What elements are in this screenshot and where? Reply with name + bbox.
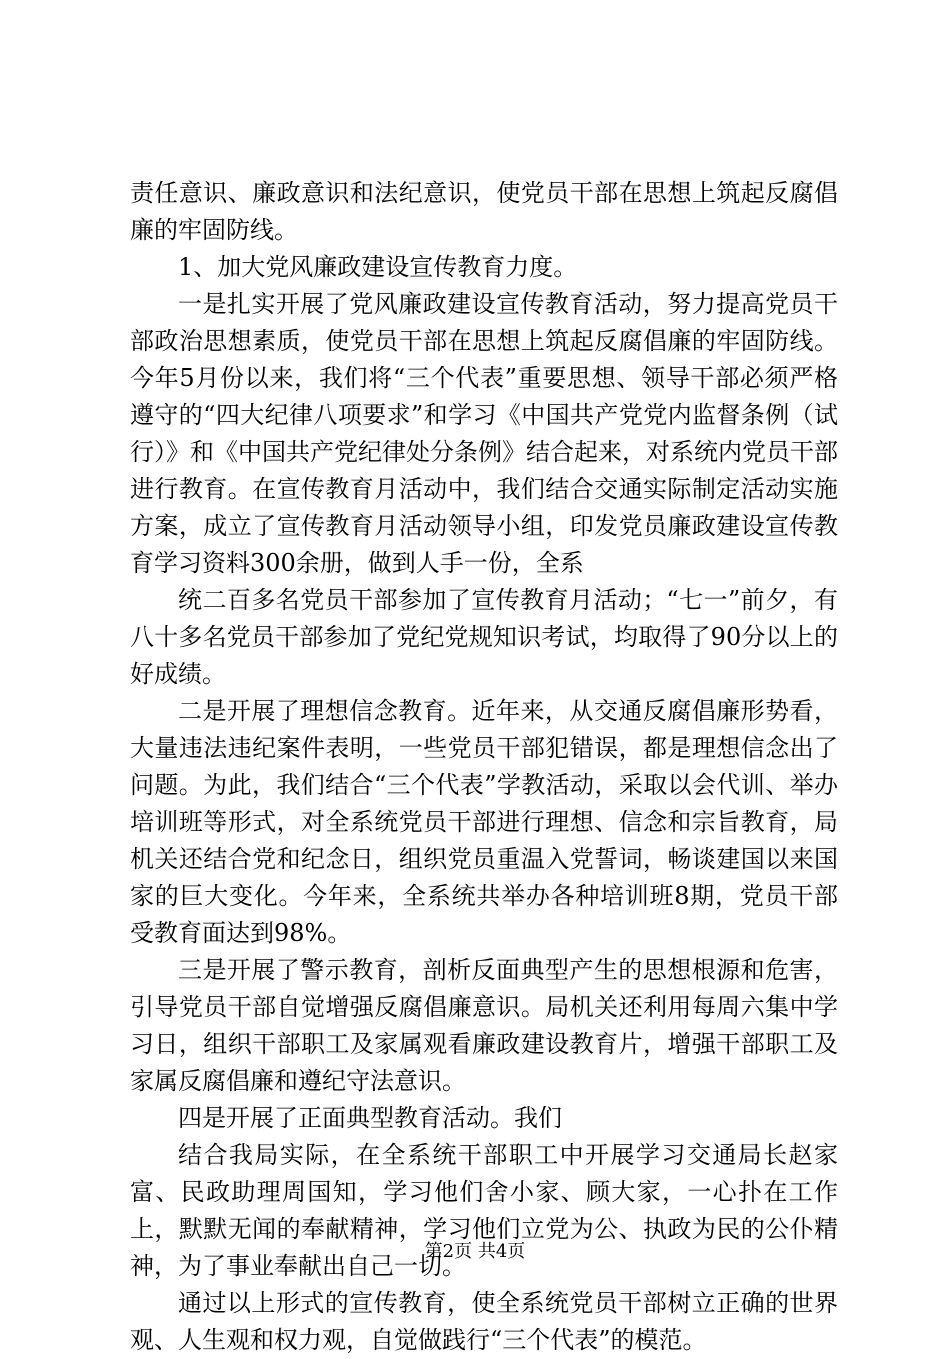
- paragraph-3: 二是开展了理想信念教育。近年来，从交通反腐倡廉形势看，大量违法违纪案件表明，一些党员干部犯错误，都是理想信念出了问题。为此，我们结合“三个代表”学教活动，采取以会代训、举办培训班等形式，对全系统党员干部进行理想、信念和宗旨教育，局机关还结合党和纪念日，组织党员重温入党誓词，畅谈建国以来国家的巨大变化。今年来，全系统共举办各种培训班8期，党员干部受教育面达到98%。: [130, 697, 838, 947]
- paragraph-2: 统二百多名党员干部参加了宣传教育月活动；“七一”前夕，有八十多名党员干部参加了党纪党规知识考试，均取得了90分以上的好成绩。: [130, 586, 838, 688]
- paragraph-4: 三是开展了警示教育，剖析反面典型产生的思想根源和危害，引导党员干部自觉增强反腐倡廉意识。局机关还利用每周六集中学习日，组织干部职工及家属观看廉政建设教育片，增强干部职工及家属反腐倡廉和遵纪守法意识。: [130, 956, 838, 1095]
- page-number-label: 第2页 共4页: [424, 1241, 526, 1262]
- paragraph-continuation: 责任意识、廉政意识和法纪意识，使党员干部在思想上筑起反腐倡廉的牢固防线。: [130, 179, 838, 244]
- paragraph-1: 一是扎实开展了党风廉政建设宣传教育活动，努力提高党员干部政治思想素质，使党员干部在思想上筑起反腐倡廉的牢固防线。今年5月份以来，我们将“三个代表”重要思想、领导干部必须严格遵守的“四大纪律八项要求”和学习《中国共产党党内监督条例（试行）》和《中国共产党纪律处分条例》结合起来，对系统内党员干部进行教育。在宣传教育月活动中，我们结合交通实际制定活动实施方案，成立了宣传教育月活动领导小组，印发党员廉政建设宣传教育学习资料300余册，做到人手一份，全系: [130, 290, 838, 577]
- page-footer: [0, 1240, 950, 1264]
- document-body: [130, 175, 838, 1359]
- paragraph-5: 四是开展了正面典型教育活动。我们: [178, 1104, 562, 1132]
- section-heading: 1、加大党风廉政建设宣传教育力度。: [178, 253, 578, 281]
- paragraph-7: 通过以上形式的宣传教育，使全系统党员干部树立正确的世界观、人生观和权力观，自觉做践行“三个代表”的模范。: [130, 1289, 838, 1354]
- paragraph-6: 结合我局实际，在全系统干部职工中开展学习交通局长赵家富、民政助理周国知，学习他们舍小家、顾大家，一心扑在工作上，默默无闻的奉献精神，学习他们立党为公、执政为民的公仆精神，为了事业奉献出自己一切。: [130, 1141, 838, 1280]
